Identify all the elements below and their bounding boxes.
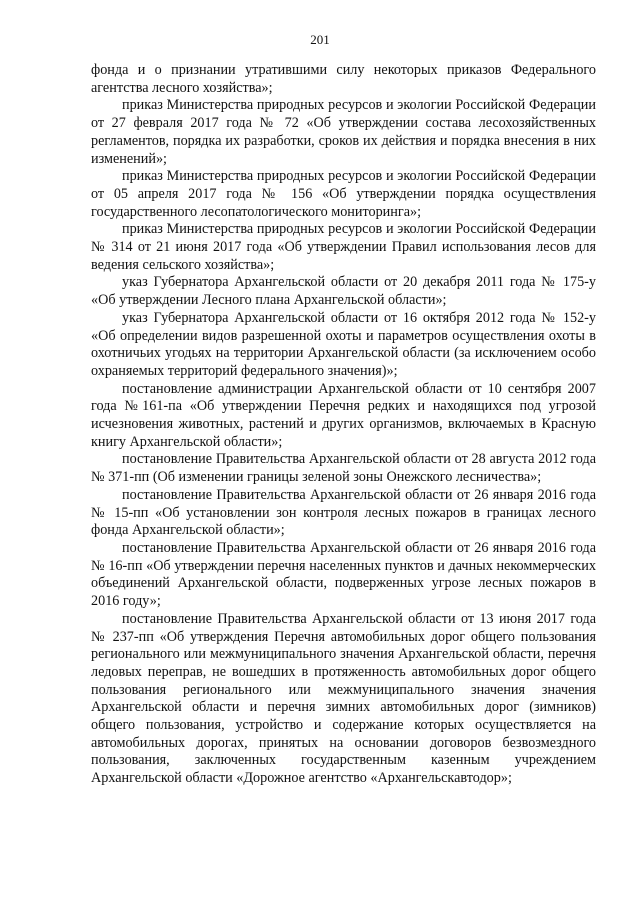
paragraph: постановление Правительства Архангельской области от 28 августа 2012 года № 371-пп (Об изменении границы зеленой зоны Онежского лесничества»; bbox=[91, 451, 596, 486]
paragraph: постановление администрации Архангельской области от 10 сентября 2007 года №161-па «Об утверждении Перечня редких и находящихся под угрозой исчезновения животных, растений и других организмов, включаемых в Красную книгу Архангельской области»; bbox=[91, 380, 596, 450]
document-body bbox=[91, 62, 596, 788]
paragraph: постановление Правительства Архангельской области от 13 июня 2017 года № 237-пп «Об утверждения Перечня автомобильных дорог общего пользования регионального или межмуниципального значения Архангельской области, перечня ледовых переправ, не вошедших в протяженность автомобильных дорог общего пользования регионального или межмуниципального значения значения Архангельской области и перечня зимних автомобильных дорог (зимников) общего пользования, устройство и содержание которых осуществляется на автомобильных дорогах, принятых на основании договоров безвозмездного пользования, заключенных государственным казенным учреждением Архангельской области «Дорожное агентство «Архангельскавтодор»; bbox=[91, 610, 596, 787]
paragraph: указ Губернатора Архангельской области от 16 октября 2012 года № 152-у «Об определении видов разрешенной охоты и параметров осуществления охоты в охотничьих угодьях на территории Архангельской области (за исключением особо охраняемых территорий федерального значения)»; bbox=[91, 309, 596, 379]
paragraph: приказ Министерства природных ресурсов и экологии Российской Федерации от 27 февраля 2017 года № 72 «Об утверждении состава лесохозяйственных регламентов, порядка их разработки, сроков их действия и порядка внесения в них изменений»; bbox=[91, 97, 596, 167]
paragraph: приказ Министерства природных ресурсов и экологии Российской Федерации от 05 апреля 2017 года № 156 «Об утверждении порядка осуществления государственного лесопатологического мониторинга»; bbox=[91, 168, 596, 220]
paragraph: фонда и о признании утратившими силу некоторых приказов Федерального агентства лесного хозяйства»; bbox=[91, 62, 596, 96]
paragraph: постановление Правительства Архангельской области от 26 января 2016 года № 15-пп «Об установлении зон контроля лесных пожаров в границах лесного фонда Архангельской области»; bbox=[91, 486, 596, 539]
paragraph: приказ Министерства природных ресурсов и экологии Российской Федерации № 314 от 21 июня 2017 года «Об утверждении Правил использования лесов для ведения сельского хозяйства»; bbox=[91, 221, 596, 273]
paragraph: указ Губернатора Архангельской области от 20 декабря 2011 года № 175-у «Об утверждении Лесного плана Архангельской области»; bbox=[91, 274, 596, 309]
page-number: 201 bbox=[310, 32, 330, 47]
paragraph: постановление Правительства Архангельской области от 26 января 2016 года № 16-пп «Об утверждении перечня населенных пунктов и дачных некоммерческих объединений Архангельской области, подверженных угрозе лесных пожаров в 2016 году»; bbox=[91, 539, 596, 610]
